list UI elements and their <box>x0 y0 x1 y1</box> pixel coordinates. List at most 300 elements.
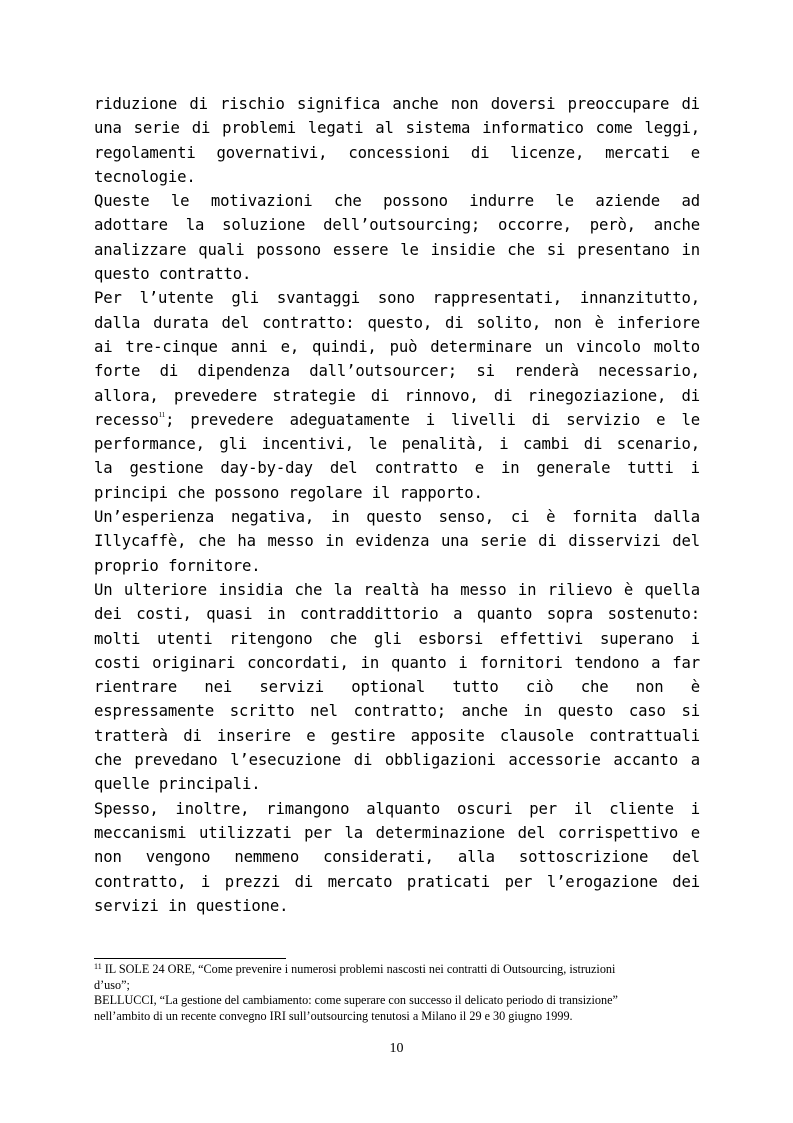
word: soluzione <box>222 216 306 235</box>
word: ha <box>430 580 449 599</box>
word: in <box>517 580 537 599</box>
footnote-text: IL SOLE 24 ORE, “Come prevenire i numerosi problemi nascosti nei contratti di Outsourcing, istruzioni <box>101 962 616 976</box>
word: dei <box>94 605 122 624</box>
word: scenario, <box>616 435 700 454</box>
word: alquanto <box>366 799 441 818</box>
word: di <box>445 313 464 332</box>
word: fornitore. <box>168 556 261 575</box>
word: a <box>690 751 700 770</box>
word: espressamente <box>94 702 215 721</box>
word: preoccupare <box>567 95 670 113</box>
word: fornita <box>572 508 637 527</box>
word: e <box>306 726 316 745</box>
word: mercati <box>605 143 670 162</box>
footnote-number: 11 <box>94 962 102 971</box>
word: questo, <box>367 313 433 332</box>
word: analizzare <box>94 240 187 259</box>
word: che <box>329 629 358 648</box>
word: licenze, <box>510 143 585 162</box>
word: livelli <box>451 410 516 429</box>
word: rischio <box>220 95 285 113</box>
word: rinegoziazione, <box>527 386 667 405</box>
word: non <box>635 678 664 697</box>
word: fornitori <box>479 653 563 672</box>
word: performance, <box>94 435 205 454</box>
word: la <box>185 216 205 235</box>
word: di <box>370 386 390 405</box>
word: molto <box>653 337 700 356</box>
word: in <box>325 532 344 551</box>
word: realtà <box>363 580 419 599</box>
word: far <box>672 653 700 672</box>
word: renderà <box>514 362 579 381</box>
word: contratto, <box>94 872 187 891</box>
word: Illycaffè, <box>94 532 187 551</box>
word: dall’outsourcer; <box>309 362 458 381</box>
word: accessorie <box>508 751 601 770</box>
word: dipendenza <box>197 362 290 381</box>
word: i <box>425 410 435 429</box>
word: utilizzati <box>199 823 292 842</box>
word: adeguatamente <box>289 410 410 429</box>
word: tratterà <box>94 726 168 745</box>
word: in <box>681 240 700 259</box>
word: però, <box>589 216 636 235</box>
word: che <box>94 751 122 770</box>
word: dell’outsourcing; <box>323 216 481 235</box>
word: e <box>656 410 666 429</box>
word: non <box>554 313 582 332</box>
word: anche <box>461 702 508 721</box>
word: si <box>681 702 700 721</box>
word: vincolo <box>576 337 641 356</box>
word: tre-cinque <box>125 337 218 356</box>
text-line <box>94 651 700 675</box>
word: di <box>538 532 557 551</box>
word: sopra <box>546 605 594 624</box>
word: anche <box>653 216 700 235</box>
word: regolare <box>288 483 363 502</box>
word: occorre, <box>497 216 572 235</box>
text-line <box>94 529 700 553</box>
word: Queste <box>94 192 150 211</box>
word: di <box>470 143 490 162</box>
word: quindi, <box>312 337 377 356</box>
word: è <box>690 678 700 697</box>
word: quanto <box>391 653 447 672</box>
word: ha <box>237 532 256 551</box>
word: rapporto. <box>399 483 483 502</box>
word: quanto <box>476 605 533 624</box>
word: possono <box>383 192 448 211</box>
word: in <box>330 508 350 527</box>
word: che <box>198 532 226 551</box>
word: rilievo <box>547 580 613 599</box>
word: negativa, <box>230 508 315 527</box>
text-line <box>94 578 700 602</box>
word: costi, <box>136 605 192 624</box>
word: legati <box>307 119 364 138</box>
word: sistema <box>405 119 471 138</box>
word: quali <box>198 240 245 259</box>
word: e, <box>280 337 300 356</box>
word: le <box>681 410 700 429</box>
word: strategie <box>272 386 356 405</box>
word: determinazione <box>375 823 505 842</box>
word: può <box>389 337 418 356</box>
word: leggi, <box>644 119 700 138</box>
word: sostenuto: <box>607 605 700 624</box>
text-line <box>94 359 700 383</box>
word: le <box>368 435 388 454</box>
text-line <box>94 92 700 116</box>
word: quella <box>644 580 700 599</box>
footnote-line: BELLUCCI, “La gestione del cambiamento: come superare con successo il delicato periodo di transizione” <box>94 993 618 1008</box>
text-line <box>94 627 700 651</box>
word: utenti <box>157 629 213 648</box>
word: i <box>499 435 509 454</box>
word: dalla <box>653 508 700 527</box>
word: nel <box>310 702 338 721</box>
word: un <box>544 337 564 356</box>
text-line <box>94 675 700 699</box>
word: allora, <box>94 386 159 405</box>
word: considerati, <box>323 848 434 867</box>
word: caso <box>628 702 666 721</box>
word: questione. <box>195 896 289 915</box>
word: l’esecuzione <box>230 751 342 770</box>
text-line <box>94 505 700 529</box>
word: si <box>546 240 566 259</box>
word: del <box>329 459 358 478</box>
word: essere <box>332 240 389 259</box>
word: si <box>476 362 495 381</box>
text-line <box>94 408 700 432</box>
word: incentivi, <box>261 435 355 454</box>
word: doversi <box>490 95 556 113</box>
word: di <box>531 410 551 429</box>
word: di <box>294 872 314 891</box>
word: in <box>523 702 543 721</box>
word: praticati <box>406 872 491 891</box>
word: originari <box>152 653 236 672</box>
footnote-line: d’uso”; <box>94 977 130 992</box>
word: il <box>371 483 391 502</box>
word: anche <box>392 95 439 113</box>
word: riduzione <box>94 95 178 113</box>
word: concordati, <box>247 653 349 672</box>
word: e <box>690 143 700 162</box>
word: i <box>458 653 468 672</box>
word: problemi <box>222 119 296 138</box>
word: alla <box>457 848 495 867</box>
word: inserire <box>216 726 291 745</box>
word: quelle <box>94 775 150 794</box>
footnote-line: nell’ambito di un recente convegno IRI sull’outsourcing tenutosi a Milano il 29 e 30 giugno 1999. <box>94 1008 573 1023</box>
word: gestione <box>129 459 204 478</box>
footnote-separator <box>94 958 286 959</box>
word: inoltre, <box>175 799 250 818</box>
word: solito, <box>476 313 542 332</box>
word: gestire <box>330 726 396 745</box>
text-line <box>94 772 700 796</box>
word: ci <box>510 508 530 527</box>
word: quasi <box>206 605 253 624</box>
page-number: 10 <box>389 1041 404 1056</box>
text-line <box>94 845 700 869</box>
word: adottare <box>94 216 168 235</box>
word: i <box>690 799 700 818</box>
word: superano <box>599 629 674 648</box>
word: il <box>573 799 593 818</box>
word: insidie <box>430 240 496 259</box>
word: a <box>453 605 463 624</box>
word: non <box>450 95 479 113</box>
footnote-line <box>94 962 714 978</box>
word: questo <box>366 508 422 527</box>
word: Per <box>94 289 122 308</box>
word: che <box>507 240 535 259</box>
word: di <box>183 726 202 745</box>
word: è <box>594 313 604 332</box>
text-line <box>94 481 700 505</box>
word: possono <box>214 483 280 502</box>
word: e <box>690 823 700 842</box>
word: sottoscrizione <box>518 848 649 867</box>
word: evidenza <box>355 532 430 551</box>
word: Spesso, <box>94 799 159 818</box>
text-line <box>94 311 700 335</box>
word: non <box>94 848 122 867</box>
word: senso, <box>438 508 494 527</box>
word: contratto: <box>262 313 355 332</box>
word: contratto. <box>158 265 252 284</box>
word: necessario, <box>598 362 700 381</box>
word: optional <box>351 678 426 697</box>
word: tendono <box>574 653 640 672</box>
word: esborsi <box>418 629 484 648</box>
word: scritto <box>229 702 295 721</box>
word: apposite <box>410 726 485 745</box>
word: aziende <box>595 192 661 211</box>
word: e <box>474 459 484 478</box>
word: possono <box>256 240 322 259</box>
word: la <box>344 823 363 842</box>
word: gli <box>373 629 402 648</box>
word: proprio <box>94 556 159 575</box>
text-line <box>94 116 700 140</box>
word: che <box>333 192 362 211</box>
word: disservizi <box>568 532 661 551</box>
word: le <box>400 240 419 259</box>
word: ulteriore <box>123 580 208 599</box>
text-line <box>94 141 700 165</box>
word: recesso$^{11}$; <box>94 410 175 429</box>
word: come <box>595 119 633 138</box>
word: la <box>333 580 353 599</box>
word: generale <box>536 459 611 478</box>
word: sono <box>377 289 415 308</box>
text-line <box>94 213 700 237</box>
text-line <box>94 432 700 456</box>
word: ritengono <box>229 629 313 648</box>
text-line <box>94 894 700 918</box>
word: principi <box>94 483 168 502</box>
word: concessioni <box>348 143 450 162</box>
word: Un’esperienza <box>94 508 215 527</box>
word: gli <box>231 289 260 308</box>
word: le <box>555 192 574 211</box>
text-line <box>94 165 700 189</box>
word: nemmeno <box>234 848 300 867</box>
word: in <box>360 653 380 672</box>
word: inferiore <box>616 313 700 332</box>
footnote-reference: 11 <box>158 410 166 419</box>
word: rientrare <box>94 678 178 697</box>
word: serie <box>133 119 180 138</box>
word: una <box>440 532 469 551</box>
word: Un <box>94 580 113 599</box>
word: anni <box>230 337 268 356</box>
word: tutti <box>627 459 674 478</box>
word: del <box>672 532 700 551</box>
word: effettivi <box>499 629 584 648</box>
word: per <box>304 823 332 842</box>
word: prevedano <box>134 751 218 770</box>
word: vengono <box>145 848 211 867</box>
word: di <box>191 119 211 138</box>
text-line <box>94 870 700 894</box>
word: oscuri <box>457 799 513 818</box>
word: rimangono <box>266 799 350 818</box>
word: che <box>177 483 206 502</box>
word: gli <box>219 435 248 454</box>
word: tecnologie. <box>94 167 196 186</box>
word: messo <box>460 580 507 599</box>
word: servizi <box>259 678 325 697</box>
word: ciò <box>525 678 554 697</box>
word: meccanismi <box>94 823 187 842</box>
word: motivazioni <box>210 192 313 211</box>
word: del <box>672 848 700 867</box>
word: corrispettivo <box>557 823 679 842</box>
word: di <box>681 386 700 405</box>
word: costi <box>94 653 141 672</box>
word: presentano <box>577 240 670 259</box>
word: in <box>168 896 187 915</box>
word: indurre <box>469 192 534 211</box>
word: clausole <box>499 726 574 745</box>
text-line <box>94 189 700 213</box>
word: contraddittorio <box>299 605 439 624</box>
text-line <box>94 456 700 480</box>
text-line <box>94 821 700 845</box>
text-line <box>94 724 700 748</box>
word: questo <box>94 265 150 284</box>
word: una <box>94 119 122 138</box>
word: di <box>493 386 513 405</box>
word: che <box>294 580 323 599</box>
footnote <box>94 962 714 1024</box>
text-line <box>94 602 700 626</box>
word: la <box>94 459 113 478</box>
word: innanzitutto, <box>579 289 700 308</box>
text-line <box>94 384 700 408</box>
word: rinnovo, <box>404 386 479 405</box>
word: contratto; <box>353 702 446 721</box>
word: di <box>159 362 179 381</box>
word: significa <box>296 95 381 113</box>
word: tutto <box>452 678 499 697</box>
word: servizi <box>94 896 159 915</box>
text-line <box>94 238 700 262</box>
word: molti <box>94 629 141 648</box>
word: di <box>583 435 603 454</box>
word: a <box>651 653 661 672</box>
word: per <box>529 799 558 818</box>
word: di <box>189 95 208 113</box>
word: servizio <box>566 410 641 429</box>
word: di <box>681 95 700 113</box>
word: informatico <box>482 119 584 138</box>
word: governativi, <box>216 143 328 162</box>
word: per <box>504 872 533 891</box>
word: mercato <box>327 872 393 891</box>
word: in <box>266 605 286 624</box>
text-line <box>94 286 700 310</box>
word: è <box>546 508 556 527</box>
word: durata <box>153 313 209 332</box>
text-line <box>94 554 700 578</box>
word: determinare <box>430 337 532 356</box>
word: contrattuali <box>589 726 700 745</box>
word: i <box>200 872 211 891</box>
word: che <box>580 678 609 697</box>
text-line <box>94 335 700 359</box>
word: le <box>170 192 190 211</box>
word: è <box>623 580 634 599</box>
word: ad <box>681 192 700 211</box>
word: serie <box>480 532 527 551</box>
word: al <box>375 119 394 138</box>
text-line <box>94 699 700 723</box>
text-line <box>94 748 700 772</box>
word: prevedere <box>173 386 258 405</box>
body-text <box>94 92 700 918</box>
word: contratto <box>374 459 458 478</box>
text-line <box>94 797 700 821</box>
word: rappresentati, <box>432 289 563 308</box>
word: l’erogazione <box>546 872 658 891</box>
word: prezzi <box>224 872 281 891</box>
word: prevedere <box>190 410 274 429</box>
word: cliente <box>609 799 674 818</box>
text-line <box>94 262 700 286</box>
word: dei <box>672 872 700 891</box>
word: di <box>353 751 373 770</box>
word: penalità, <box>401 435 485 454</box>
word: principali. <box>158 775 261 794</box>
word: questo <box>557 702 614 721</box>
word: day-by-day <box>220 459 313 478</box>
word: obbligazioni <box>384 751 496 770</box>
word: messo <box>267 532 314 551</box>
word: accanto <box>613 751 679 770</box>
word: i <box>690 629 700 648</box>
word: l’utente <box>139 289 214 308</box>
word: cambi <box>523 435 570 454</box>
word: nei <box>204 678 233 697</box>
